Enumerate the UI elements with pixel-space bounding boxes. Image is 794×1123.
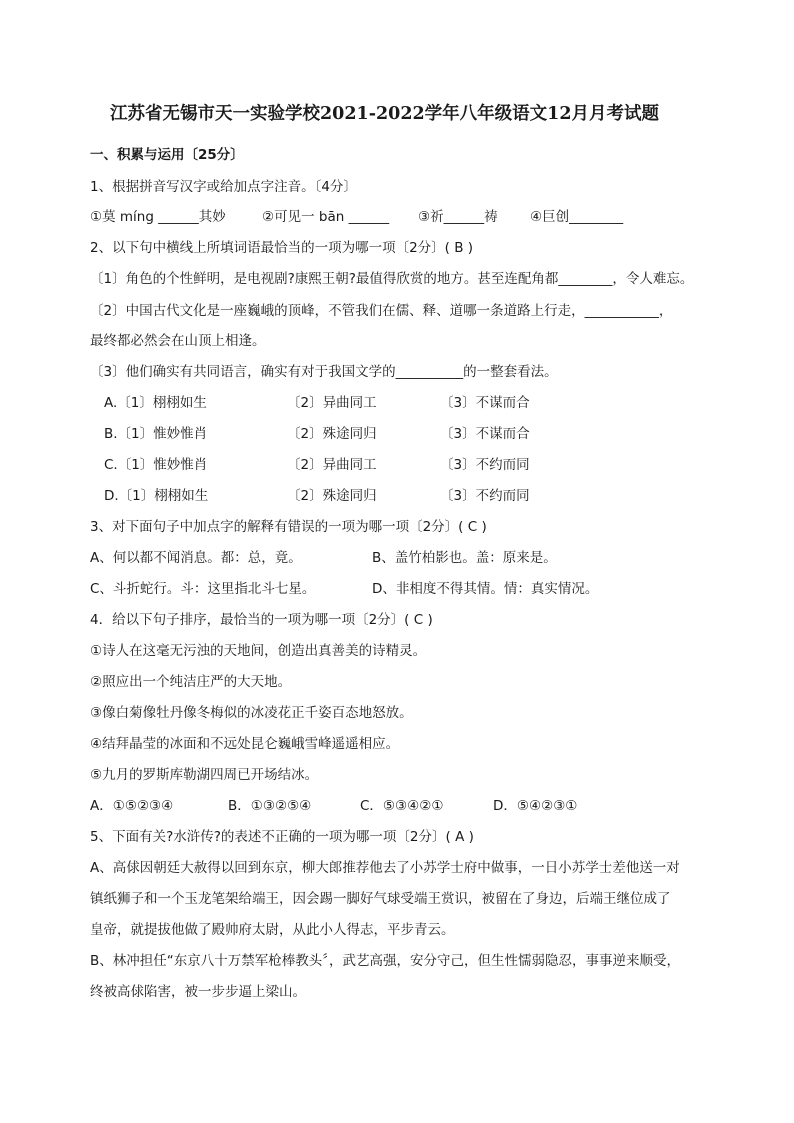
q2-sentence-2-cont: 最终都必然会在山顶上相逢。: [90, 333, 266, 349]
q2-sentence-1: 〔1〕角色的个性鲜明，是电视剧?康熙王朝?最值得欣赏的地方。甚至连配角都________，令人难忘。: [90, 271, 694, 287]
q1-item-2: ②可见一 bān ______: [262, 209, 390, 225]
q5-option-a-line-2: 镇纸狮子和一个玉龙笔架给端王，因会踢一脚好气球受端王赏识，被留在了身边，后端王继位成了: [90, 891, 671, 907]
q2-option-d-2: 〔2〕殊途同归: [287, 488, 377, 504]
q4-sentence-3: ③像白菊像牡丹像冬梅似的冰凌花正千姿百态地怒放。: [90, 705, 413, 721]
q4-sentence-2: ②照应出一个纯洁庄严的大天地。: [90, 674, 292, 690]
q3-option-a: A、何以都不闻消息。都：总，竟。: [90, 550, 302, 566]
q5-option-a-line-1: A、高俅因朝廷大赦得以回到东京，柳大郎推荐他去了小苏学士府中做事，一日小苏学士差他送一对: [90, 860, 680, 876]
q2-sentence-2: 〔2〕中国古代文化是一座巍峨的顶峰，不管我们在儒、释、道哪一条道路上行走，___________，: [90, 303, 673, 319]
q2-option-b-2: 〔2〕殊途同归: [287, 426, 377, 442]
q3-option-d: D、非相度不得其情。情：真实情况。: [372, 581, 599, 597]
q2-option-c-1: C.〔1〕惟妙惟肖: [104, 457, 208, 473]
q2-option-c-3: 〔3〕不约而同: [440, 457, 530, 473]
question-5-stem: 5、下面有关?水浒传?的表述不正确的一项为哪一项〔2分〕( A ): [90, 829, 474, 845]
q4-option-d: D．⑤④②③①: [493, 798, 578, 814]
q2-sentence-3: 〔3〕他们确实有共同语言，确实有对于我国文学的__________的一整套看法。: [90, 364, 558, 380]
q2-option-b-1: B.〔1〕惟妙惟肖: [104, 426, 208, 442]
q3-option-c: C、斗折蛇行。斗：这里指北斗七星。: [90, 581, 316, 597]
q1-item-4: ④巨创________: [530, 209, 624, 225]
section-heading: 一、积累与运用〔25分〕: [90, 147, 244, 163]
q4-sentence-5: ⑤九月的罗斯库勒湖四周已开场结冰。: [90, 767, 319, 783]
q4-sentence-4: ④结拜晶莹的冰面和不远处昆仑巍峨雪峰遥遥相应。: [90, 736, 400, 752]
q4-option-b: B．①③②⑤④: [228, 798, 312, 814]
q2-option-d-1: D.〔1〕栩栩如生: [104, 488, 209, 504]
q5-option-a-line-3: 皇帝，就提拔他做了殿帅府太尉，从此小人得志，平步青云。: [90, 922, 455, 938]
question-2-stem: 2、以下句中横线上所填词语最恰当的一项为哪一项〔2分〕( B ): [90, 240, 474, 256]
q3-option-b: B、盖竹柏影也。盖：原来是。: [372, 550, 557, 566]
page-title: 江苏省无锡市天一实验学校2021-2022学年八年级语文12月月考试题: [110, 104, 660, 124]
question-3-stem: 3、对下面句子中加点字的解释有错误的一项为哪一项〔2分〕( C ): [90, 519, 487, 535]
q2-option-a-3: 〔3〕不谋而合: [440, 395, 530, 411]
q1-item-1: ①莫 míng ______其妙: [90, 209, 226, 225]
q5-option-b-line-2: 终被高俅陷害，被一步步逼上梁山。: [90, 984, 306, 1000]
q1-item-3: ③祈______祷: [418, 209, 498, 225]
question-4-stem: 4．给以下句子排序，最恰当的一项为哪一项〔2分〕( C ): [90, 612, 433, 628]
q2-option-a-2: 〔2〕异曲同工: [287, 395, 377, 411]
q2-option-a-1: A.〔1〕栩栩如生: [104, 395, 207, 411]
q2-option-c-2: 〔2〕异曲同工: [287, 457, 377, 473]
q4-option-a: A．①⑤②③④: [90, 798, 174, 814]
q4-option-c: C．⑤③④②①: [360, 798, 444, 814]
q2-option-b-3: 〔3〕不谋而合: [440, 426, 530, 442]
q5-option-b-line-1: B、林冲担任“东京八十万禁军枪棒教头〞，武艺高强，安分守己，但生性懦弱隐忍，事事逆来顺受，: [90, 953, 681, 969]
q4-sentence-1: ①诗人在这毫无污浊的天地间，创造出真善美的诗精灵。: [90, 643, 427, 659]
question-1-stem: 1、根据拼音写汉字或给加点字注音。〔4分〕: [90, 179, 357, 195]
q2-option-d-3: 〔3〕不约而同: [440, 488, 530, 504]
